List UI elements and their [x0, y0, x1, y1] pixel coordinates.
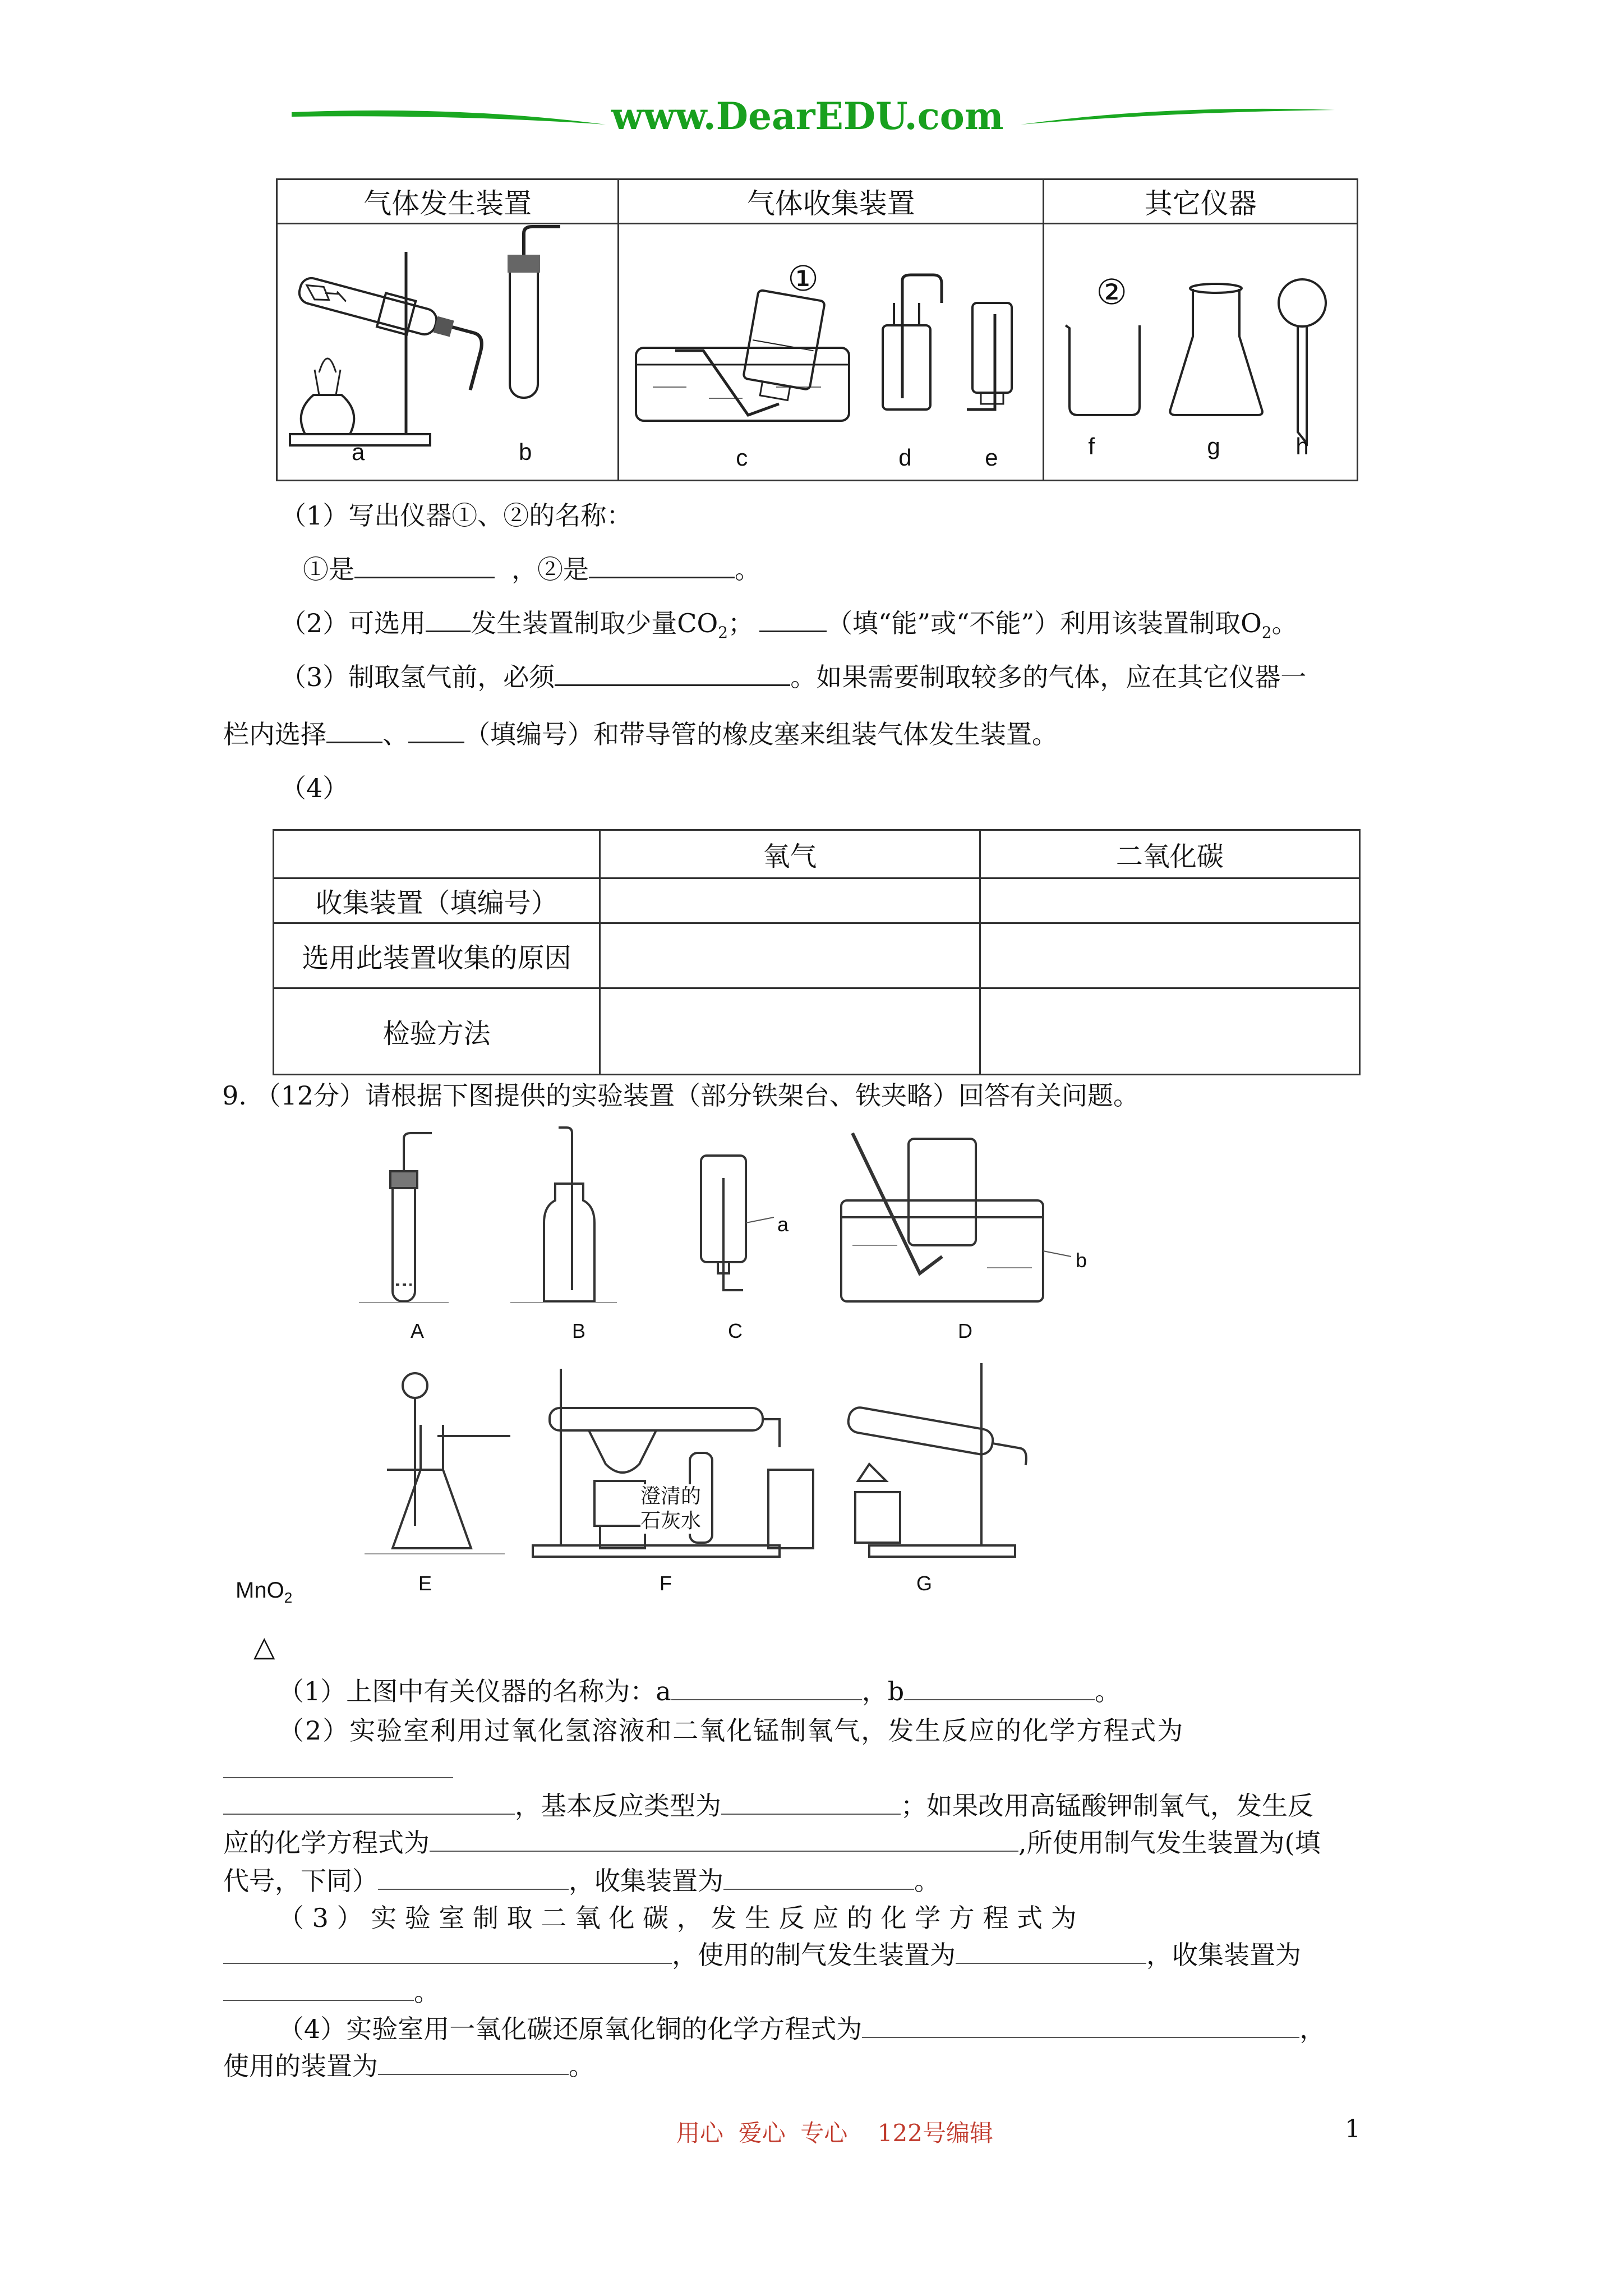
- cell-other-instruments: [1044, 224, 1358, 481]
- t2-row-collection-device: 收集装置（填编号）: [274, 878, 600, 923]
- q8-blank-hydrogen[interactable]: [555, 660, 790, 686]
- q9-part3-line1: （ 3 ） 实 验 室 制 取 二 氧 化 碳 ， 发 生 反 应 的 化 学 方 程 式 为: [278, 1903, 1077, 1933]
- q9-blank-co2-collect[interactable]: [223, 1975, 414, 2001]
- t2-cell-co2-test[interactable]: [980, 988, 1359, 1075]
- cell-gas-collection: [619, 224, 1044, 481]
- q8-blank-select2[interactable]: [408, 717, 464, 743]
- generation-apparatus-drawing: [280, 227, 616, 479]
- mno2-sub: 2: [284, 1589, 293, 1606]
- q9-blank-a[interactable]: [671, 1674, 862, 1700]
- q9-p3-b: ，使用的制气发生装置为: [672, 1940, 956, 1970]
- mno2-label: [236, 1573, 292, 1615]
- q9-p2-c: ；如果改用高锰酸钾制氧气，发生反: [901, 1791, 1313, 1821]
- limewater-line2: 石灰水: [640, 1510, 702, 1533]
- q9-apparatus-figure: [348, 1122, 1155, 1627]
- label-c: c: [736, 444, 748, 471]
- header-gas-generation: 气体发生装置: [277, 180, 619, 224]
- q9-blank-co-cuo-device[interactable]: [378, 2049, 569, 2075]
- q8-blank-can[interactable]: [759, 606, 827, 632]
- q9-p2-b: ，基本反应类型为: [515, 1791, 721, 1821]
- q9-part2-line2: [223, 1788, 1313, 1823]
- q9-blank-co2-eq[interactable]: [223, 1938, 672, 1964]
- header-logo: [292, 90, 1335, 157]
- q9-blank-kmno4-collect[interactable]: [723, 1864, 914, 1890]
- q9-part3-line3: [223, 1975, 440, 2009]
- q9-p2-h: 。: [914, 1866, 940, 1896]
- marker-circle-1: ①: [787, 258, 819, 299]
- q9-part2-line4: [223, 1864, 940, 1898]
- q9-p4-b: ，: [1299, 2014, 1326, 2044]
- t2-corner: [274, 830, 600, 878]
- q9-title: 9. （12分）请根据下图提供的实验装置（部分铁架台、铁夹略）回答有关问题。: [222, 1080, 1140, 1111]
- q8-part3-line1: [280, 660, 1306, 694]
- q9-p1-a: （1）上图中有关仪器的名称为：a: [278, 1676, 671, 1706]
- site-name[interactable]: www.DearEDU.com: [611, 94, 1004, 138]
- gas-collection-table: [273, 829, 1361, 1075]
- t2-cell-o2-reason[interactable]: [600, 923, 980, 988]
- fig-label-E: E: [418, 1572, 432, 1595]
- q8-p2-d: （填“能”或“不能”）利用该装置制取O: [827, 608, 1262, 638]
- label-e: e: [985, 444, 998, 471]
- label-d: d: [898, 444, 912, 471]
- q8-p3-b: 。如果需要制取较多的气体，应在其它仪器一: [790, 662, 1307, 692]
- footer-text: 用心 爱心 专心 122号编辑: [676, 2119, 993, 2147]
- q9-blank-h2o2-eq-a[interactable]: [223, 1777, 453, 1778]
- fig-label-B: B: [572, 1319, 586, 1342]
- q8-p3-d: 、: [382, 719, 408, 749]
- q8-p2-d-sub: 2: [1261, 623, 1272, 642]
- q8-p1-a: ①是: [303, 554, 354, 585]
- t2-header-co2: 二氧化碳: [980, 830, 1359, 878]
- q9-part2-line1: （2）实验室利用过氧化氢溶液和二氧化锰制氧气，发生反应的化学方程式为: [278, 1715, 1184, 1746]
- q8-p1-end: 。: [735, 554, 760, 585]
- q8-part4-label: （4）: [280, 773, 349, 803]
- q8-p2-b-sub: 2: [718, 623, 728, 642]
- label-b: b: [519, 439, 532, 465]
- q9-blank-co-cuo-eq[interactable]: [862, 2012, 1299, 2038]
- q8-blank-select1[interactable]: [326, 717, 382, 743]
- q8-p2-e: 。: [1271, 608, 1298, 638]
- fig-label-a-pointer: a: [777, 1213, 789, 1236]
- t2-cell-co2-device[interactable]: [980, 878, 1359, 923]
- q8-part3-line2: [223, 717, 1058, 752]
- label-h: h: [1295, 433, 1309, 459]
- q8-p2-b: 发生装置制取少量CO: [471, 608, 718, 638]
- header-other-instruments: 其它仪器: [1044, 180, 1358, 224]
- q9-p3-d: 。: [414, 1977, 440, 2007]
- q9-p1-c: 。: [1095, 1676, 1121, 1706]
- label-a: a: [352, 439, 365, 465]
- q9-p2-d: 应的化学方程式为: [223, 1828, 430, 1858]
- cell-gas-generation: [277, 224, 619, 481]
- q9-blank-kmno4-eq[interactable]: [430, 1826, 1018, 1852]
- t2-cell-o2-test[interactable]: [600, 988, 980, 1075]
- q9-p2-g: ，收集装置为: [569, 1866, 723, 1896]
- limewater-label: [640, 1484, 701, 1534]
- q8-blank-device[interactable]: [426, 606, 471, 632]
- collection-apparatus-drawing: [619, 224, 1045, 477]
- fig-label-G: G: [916, 1572, 933, 1595]
- q8-blank-instrument2[interactable]: [589, 552, 735, 578]
- q9-p4-a: （4）实验室用一氧化碳还原氧化铜的化学方程式为: [278, 2014, 863, 2044]
- q8-p3-c: 栏内选择: [223, 719, 326, 749]
- q9-blank-reaction-type[interactable]: [721, 1789, 901, 1815]
- q8-part1-title: （1）写出仪器①、②的名称：: [280, 500, 633, 531]
- t2-row-reason: 选用此装置收集的原因: [274, 923, 600, 988]
- q9-p2-f: 代号，下同）: [223, 1866, 378, 1896]
- q9-blank-co2-device[interactable]: [956, 1938, 1146, 1964]
- q9-part4-line2: [223, 2049, 594, 2083]
- t2-cell-co2-reason[interactable]: [980, 923, 1359, 988]
- t2-row-test-method: 检验方法: [274, 988, 600, 1075]
- q9-blank-h2o2-eq-b[interactable]: [223, 1789, 515, 1815]
- q9-p4-c: 使用的装置为: [223, 2051, 378, 2081]
- q9-part1-line: [278, 1674, 1121, 1709]
- q8-p2-c: ；: [728, 608, 754, 638]
- fig-label-A: A: [411, 1319, 425, 1342]
- q8-p3-a: （3）制取氢气前，必须: [280, 662, 555, 692]
- q9-p3-c: ，收集装置为: [1146, 1940, 1301, 1970]
- q8-part2-line: [280, 606, 1298, 650]
- q9-p2-e: ,所使用制气发生装置为(填: [1018, 1828, 1321, 1858]
- q9-blank-kmno4-device[interactable]: [378, 1864, 569, 1890]
- fig-label-D: D: [958, 1319, 972, 1342]
- fig-label-C: C: [728, 1319, 743, 1342]
- q9-part2-line3: [223, 1825, 1321, 1860]
- q8-p1-b: ，②是: [511, 554, 589, 585]
- q8-p3-e: （填编号）和带导管的橡皮塞来组装气体发生装置。: [464, 719, 1058, 749]
- page-number: 1: [1345, 2115, 1361, 2143]
- q9-blank-b[interactable]: [904, 1674, 1095, 1700]
- delta-symbol: △: [253, 1630, 275, 1663]
- q8-part1-line: [303, 552, 760, 587]
- label-g: g: [1207, 433, 1220, 459]
- fig-label-b-pointer: b: [1076, 1249, 1087, 1272]
- q9-p4-d: 。: [569, 2051, 594, 2081]
- q9-part4-line1: [278, 2012, 1325, 2046]
- t2-header-oxygen: 氧气: [600, 830, 980, 878]
- header-gas-collection: 气体收集装置: [619, 180, 1044, 224]
- label-f: f: [1088, 433, 1095, 459]
- q8-blank-instrument1[interactable]: [354, 552, 495, 578]
- apparatus-table: [276, 178, 1358, 481]
- q9-part3-line2: [223, 1938, 1301, 1972]
- q9-p1-b: ，b: [861, 1676, 905, 1706]
- limewater-line1: 澄清的: [640, 1485, 702, 1508]
- t2-cell-o2-device[interactable]: [600, 878, 980, 923]
- marker-circle-2: ②: [1096, 272, 1128, 312]
- q8-p2-a: （2）可选用: [280, 608, 426, 638]
- mno2-text: MnO: [236, 1578, 284, 1603]
- fig-label-F: F: [660, 1572, 672, 1595]
